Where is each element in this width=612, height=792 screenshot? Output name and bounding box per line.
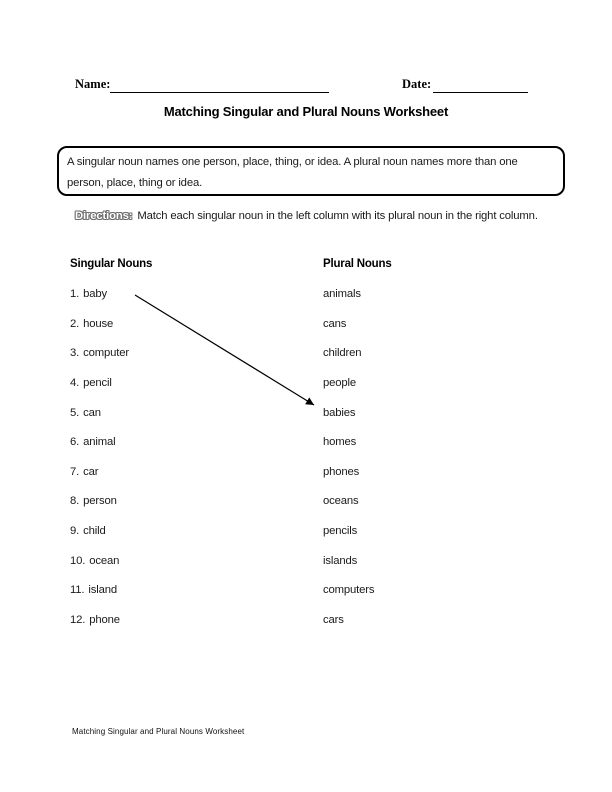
row-number: 9.: [70, 525, 80, 538]
singular-noun[interactable]: house: [83, 317, 114, 330]
singular-noun[interactable]: animal: [83, 436, 116, 449]
matching-list: [70, 280, 550, 636]
row-number: 12.: [70, 614, 86, 627]
row-number: 4.: [70, 376, 80, 389]
definition-box: [57, 146, 565, 196]
plural-noun[interactable]: cans: [323, 317, 347, 330]
plural-noun[interactable]: cars: [323, 614, 344, 627]
singular-noun[interactable]: ocean: [89, 554, 120, 567]
match-row: [70, 339, 550, 369]
plural-noun[interactable]: computers: [323, 584, 375, 597]
column-headers: [70, 258, 550, 270]
match-row: [70, 280, 550, 310]
match-row: [70, 369, 550, 399]
date-label: Date:: [402, 77, 432, 91]
plural-noun[interactable]: oceans: [323, 495, 359, 508]
singular-noun[interactable]: child: [83, 525, 106, 538]
definition-text: A singular noun names one person, place, thing, or idea. A plural noun names more than one person, place, thing or idea.: [67, 156, 518, 189]
match-row: [70, 547, 550, 577]
date-blank-line[interactable]: [433, 77, 528, 93]
match-row: [70, 487, 550, 517]
plural-column-header: Plural Nouns: [323, 258, 392, 270]
footer-title: Matching Singular and Plural Nouns Worksheet: [72, 727, 245, 736]
row-number: 11.: [70, 584, 85, 597]
row-number: 6.: [70, 436, 80, 449]
row-number: 10.: [70, 554, 86, 567]
plural-noun[interactable]: children: [323, 347, 362, 360]
directions-text: Match each singular noun in the left column with its plural noun in the right column.: [137, 210, 538, 222]
plural-noun[interactable]: pencils: [323, 525, 358, 538]
plural-noun[interactable]: islands: [323, 554, 358, 567]
plural-noun[interactable]: babies: [323, 406, 356, 419]
singular-column-header: Singular Nouns: [70, 258, 153, 270]
row-number: 1.: [70, 288, 80, 300]
match-row: [70, 606, 550, 636]
name-label: Name:: [75, 77, 111, 91]
singular-noun[interactable]: phone: [89, 614, 120, 627]
directions-label: Directions:: [75, 210, 133, 222]
singular-noun[interactable]: computer: [83, 347, 130, 360]
plural-noun[interactable]: phones: [323, 465, 360, 478]
page-title: Matching Singular and Plural Nouns Worksheet: [163, 104, 449, 119]
match-row: [70, 428, 550, 458]
singular-noun[interactable]: baby: [83, 288, 108, 300]
match-row: [70, 576, 550, 606]
directions: [68, 206, 540, 228]
row-number: 7.: [70, 465, 80, 478]
plural-noun[interactable]: animals: [323, 288, 361, 300]
match-row: [70, 310, 550, 340]
plural-noun[interactable]: people: [323, 376, 357, 389]
singular-noun[interactable]: can: [83, 406, 101, 419]
match-row: [70, 517, 550, 547]
plural-noun[interactable]: homes: [323, 436, 357, 449]
row-number: 8.: [70, 495, 80, 508]
singular-noun[interactable]: pencil: [83, 376, 112, 389]
name-blank-line[interactable]: [110, 77, 329, 93]
match-row: [70, 399, 550, 429]
row-number: 5.: [70, 406, 80, 419]
match-row: [70, 458, 550, 488]
row-number: 3.: [70, 347, 80, 360]
row-number: 2.: [70, 317, 80, 330]
singular-noun[interactable]: island: [88, 584, 118, 597]
singular-noun[interactable]: person: [83, 495, 117, 508]
singular-noun[interactable]: car: [83, 465, 99, 478]
